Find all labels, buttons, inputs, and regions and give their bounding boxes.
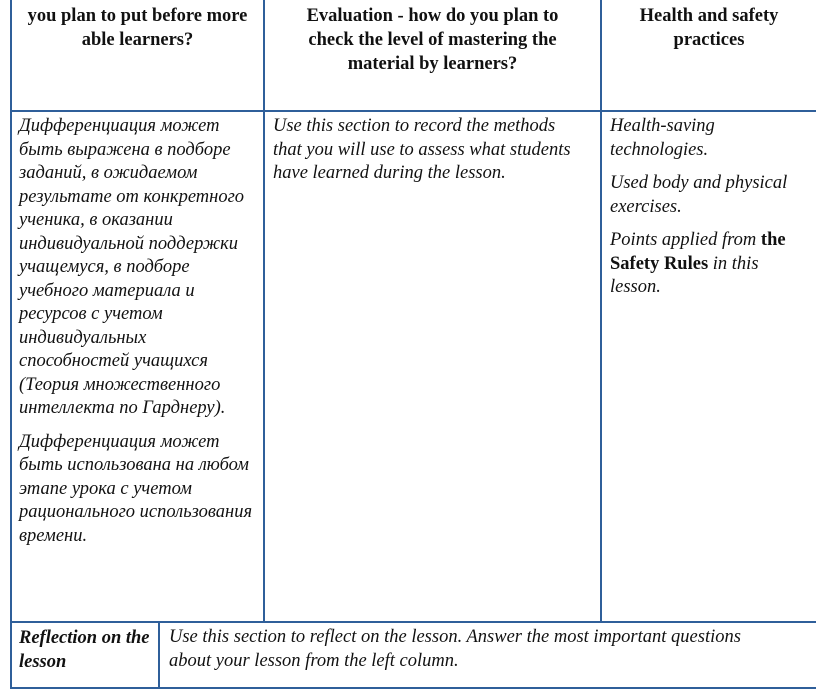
differentiation-text-1: Дифференциация может быть выражена в подборе заданий, в ожидаемом результате от конкретного ученика, в оказании индивидуальной поддержки учащемуся, в подборе учебного материала и ресурсов с учетом индивидуальных способностей учащихся (Теория множественного интеллекта по Гарднеру). xyxy=(19,116,245,418)
evaluation-text: Use this section to record the methods that you will use to assess what students have learned during the lesson. xyxy=(273,116,571,183)
safety-rules-term: the Safety Rules xyxy=(610,230,786,274)
row-divider-reflection xyxy=(10,621,816,623)
header-health-safety: Health and safety practices xyxy=(639,6,779,50)
health-text-1: Health-saving technologies. xyxy=(610,116,715,160)
health-text-3-end: in this lesson. xyxy=(610,253,759,297)
column-divider-1 xyxy=(263,0,265,622)
row-divider-header xyxy=(10,110,816,112)
header-differentiation: you plan to put before more able learners? xyxy=(27,6,248,50)
column-divider-2 xyxy=(600,0,602,622)
differentiation-text-2: Дифференциация может быть использована на любом этапе урока с учетом рационального использования времени. xyxy=(19,431,253,546)
health-safety-cell xyxy=(602,115,816,310)
health-text-3-start: Points applied from xyxy=(610,230,761,250)
reflection-label: Reflection on the lesson xyxy=(19,628,150,672)
reflection-text: Use this section to reflect on the lesson. Answer the most important questions about your lesson from the left column. xyxy=(169,627,741,671)
evaluation-cell xyxy=(265,115,600,196)
health-text-2: Used body and physical exercises. xyxy=(610,173,788,217)
table-bottom-border xyxy=(10,687,816,689)
health-text-3 xyxy=(610,229,794,300)
differentiation-cell xyxy=(12,115,263,558)
header-evaluation: Evaluation - how do you plan to check the level of mastering the material by learners? xyxy=(306,6,559,74)
